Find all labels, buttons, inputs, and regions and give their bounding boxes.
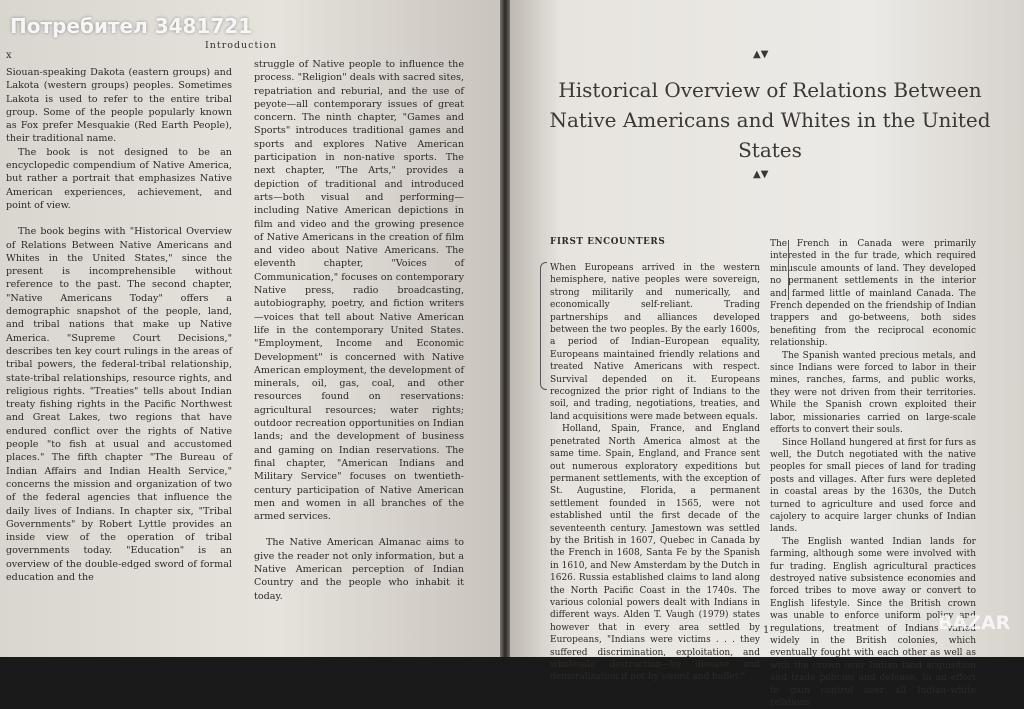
paragraph: The book begins with "Historical Overview of Relations Between Native Americans and Whites in the United States," since the present is incomprehensible without reference to the past. The second chapter, "Native Americans Today" offers a demographic snapshot of the people, land, and tribal nations that make up Native America. "Supreme Court Decisions," describes ten key court rulings in the areas of tribal powers, the federal-tribal relationship, state-tribal relationships, resource rights, and religious rights. "Treaties" tells about Indian treaty fishing rights in the Pacific Northwest and Great Lakes, two regions that have endured conflict over the rights of Native people "to fish at usual and accustomed places." The fifth chapter "The Bureau of Indian Affairs and Indian Health Service," concerns the mission and organization of two of the federal agencies that influence the daily lives of Indians. In chapter six, "Tribal Governments" by Robert Lyttle provides an inside view of the operation of tribal governments today. "Education" is an overview of the double-edged sword of formal education and the bbox=[6, 226, 232, 583]
left-column-2 bbox=[254, 58, 464, 603]
paragraph: The Spanish wanted precious metals, and since Indians were forced to labor in their mines, ranches, farms, and public works, they were not driven from their territories. While the Spanish crown exploited their labor, missionaries carried on large-scale efforts to convert their souls. bbox=[770, 350, 976, 436]
right-page bbox=[510, 0, 1024, 709]
paragraph: The French in Canada were primarily interested in the fur trade, which required minuscule amounts of land. They developed no permanent settlements in the interior and farmed little of mainland Canada. The French depended on the friendship of Indian trappers and go-betweens, both sides benefiting from the reciprocal economic relationship. bbox=[770, 239, 976, 349]
page-number-right: 1 bbox=[763, 625, 770, 636]
left-page bbox=[0, 0, 500, 657]
paragraph: The book is not designed to be an encyclopedic compendium of Native America, but rather a portrait that emphasizes Native American experiences, achievement, and point of view. bbox=[6, 146, 232, 211]
bazar-logo: BAZAR bbox=[938, 612, 1011, 634]
paragraph: struggle of Native people to influence the process. "Religion" deals with sacred sites, repatriation and reburial, and the use of peyote—all contemporary issues of great concern. The ninth chapter, "Games and Sports" introduces traditional games and sports and explores Native American participation in non-native sports. The next chapter, "The Arts," provides a depiction of traditional and introduced arts—both visual and performing—including Native American depictions in film and video and the growing presence of Native Americans in the creation of film and video about Native Americans. The eleventh chapter, "Voices of Communication," focuses on contemporary Native press, radio broadcasting, autobiography, poetry, and fiction writers—voices that tell about Native American life in the contemporary United States. "Employment, Income and Economic Development" is concerned with Native American employment, the development of minerals, oil, gas, coal, and other resources found on reservations: agricultural resources; water rights; outdoor recreation opportunities on Indian lands; and the development of business and gaming on Indian reservations. The final chapter, "American Indians and Military Service" focuses on twentieth-century participation of Native American men and women in all branches of the armed services. bbox=[254, 59, 464, 523]
paragraph: Holland, Spain, France, and England penetrated North America almost at the same time. Spain, England, and France sent out numerous exploratory expeditions but permanent settlements, with the exception of St. Augustine, Florida, a permanent settlement founded in 1565, were not established until the first decade of the seventeenth century. Jamestown was settled by the British in 1607, Quebec in Canada by the French in 1608, Santa Fe by the Spanish in 1610, and New Amsterdam by the Dutch in 1626. Russia established claims to land along the North Pacific Coast in the 1740s. The various colonial powers dealt with Indians in different ways. Alden T. Vaugh (1979) states however that in every area settled by Europeans, "Indians were victims . . . they suffered discrimination, exploitation, and wholesale destruction—by disease and demoralization if not by sword and bullet." bbox=[550, 424, 760, 683]
pencil-margin-mark bbox=[782, 240, 789, 300]
book-spine bbox=[500, 0, 510, 657]
right-column-2 bbox=[770, 238, 976, 709]
running-head: Introduction bbox=[205, 40, 278, 51]
ornament-top-icon: ▲▼ bbox=[753, 49, 769, 60]
user-watermark: Потребител 3481721 bbox=[10, 14, 253, 38]
paragraph: The English wanted Indian lands for farming, although some were involved with fur trading. English agricultural practices destroyed native subsistence economies and forced tribes to move away or convert to English lifestyle. Since the British crown was unable to enforce uniform policy and regulations, treatment of Indians varied widely in the British colonies, which eventually fought with each other as well as with the crown over Indian land acquisition and trade policies and defense. In an effort to gain control over all Indian–white relations bbox=[770, 536, 976, 709]
ornament-bottom-icon: ▲▼ bbox=[753, 169, 769, 180]
paragraph: The Native American Almanac aims to give the reader not only information, but a Native American perception of Indian Country and the people who inhabit it today. bbox=[254, 537, 464, 602]
chapter-title: Historical Overview of Relations Between Native Americans and Whites in the United States bbox=[549, 78, 991, 162]
right-column-1 bbox=[550, 262, 760, 684]
paragraph: When Europeans arrived in the western hemisphere, native peoples were sovereign, strong militarily and numerically, and economically self-reliant. Trading partnerships and alliances developed between the two peoples. By the early 1600s, a period of Indian–European equality, Europeans maintained friendly relations and treated Native Americans with respect. Survival depended on it. Europeans recognized the prior right of Indians to the soil, and trading, negotiations, treaties, and land acquisitions were made between equals. bbox=[550, 263, 760, 422]
page-number-left: x bbox=[6, 50, 12, 61]
pencil-bracket-mark bbox=[540, 262, 547, 390]
section-heading: FIRST ENCOUNTERS bbox=[550, 237, 666, 247]
paragraph: Since Holland hungered at first for furs as well, the Dutch negotiated with the native peoples for small pieces of land for trading posts and villages. After furs were depleted in coastal areas by the 1630s, the Dutch turned to agriculture and used force and cajolery to acquire larger chunks of Indian lands. bbox=[770, 437, 976, 535]
left-column-1 bbox=[6, 66, 232, 584]
paragraph: Siouan-speaking Dakota (eastern groups) and Lakota (western groups) peoples. Sometimes Lakota is used to refer to the entire tribal group. Some of the people popularly known as Fox prefer Mesquakie (Red Earth People), their traditional name. bbox=[6, 67, 232, 145]
